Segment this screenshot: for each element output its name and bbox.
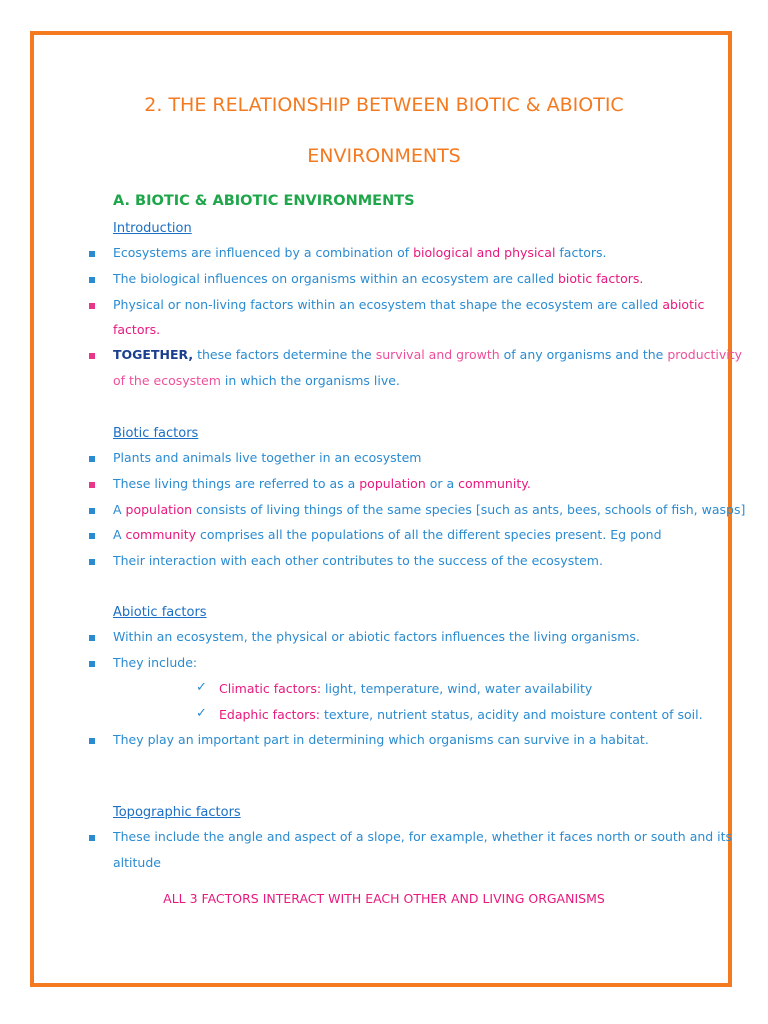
abiotic-bullet-3: They play an important part in determining which organisms can survive in a habitat.	[113, 732, 649, 747]
checkmark-icon: ✓	[196, 706, 207, 721]
page-title-line-2: ENVIRONMENTS	[307, 145, 461, 167]
intro-bullet-3-line-1: Physical or non-living factors within an ecosystem that shape the ecosystem are called abiotic	[113, 297, 705, 312]
closing-statement: ALL 3 FACTORS INTERACT WITH EACH OTHER AND LIVING ORGANISMS	[163, 891, 605, 906]
bullet-marker	[89, 559, 95, 565]
topographic-factors-heading: Topographic factors	[113, 805, 241, 820]
section-heading-a: A. BIOTIC & ABIOTIC ENVIRONMENTS	[113, 193, 415, 209]
bullet-marker	[89, 303, 95, 309]
bullet-marker	[89, 835, 95, 841]
bullet-marker	[89, 738, 95, 744]
intro-bullet-2: The biological influences on organisms within an ecosystem are called biotic factors.	[113, 271, 644, 286]
checkmark-icon: ✓	[196, 680, 207, 695]
bullet-marker	[89, 456, 95, 462]
biotic-bullet-5: Their interaction with each other contributes to the success of the ecosystem.	[113, 553, 603, 568]
page-title-line-1: 2. THE RELATIONSHIP BETWEEN BIOTIC & ABIOTIC	[144, 94, 624, 116]
abiotic-bullet-2: They include:	[113, 655, 198, 670]
bullet-marker	[89, 251, 95, 257]
biotic-factors-heading: Biotic factors	[113, 426, 199, 441]
topographic-bullet-line-1: These include the angle and aspect of a slope, for example, whether it faces north or south and its	[113, 829, 733, 844]
biotic-bullet-1: Plants and animals live together in an ecosystem	[113, 450, 422, 465]
biotic-bullet-3: A population consists of living things of the same species [such as ants, bees, schools of fish, wasps]	[113, 502, 746, 517]
intro-bullet-4-line-2: of the ecosystem in which the organisms live.	[113, 373, 400, 388]
biotic-bullet-2: These living things are referred to as a population or a community.	[113, 476, 531, 491]
introduction-heading: Introduction	[113, 221, 192, 236]
topographic-bullet-line-2: altitude	[113, 855, 161, 870]
intro-bullet-4-line-1: TOGETHER, these factors determine the survival and growth of any organisms and the productivity	[113, 347, 743, 362]
intro-bullet-1: Ecosystems are influenced by a combination of biological and physical factors.	[113, 245, 607, 260]
abiotic-factors-heading: Abiotic factors	[113, 605, 207, 620]
biotic-bullet-4: A community comprises all the populations of all the different species present. Eg pond	[113, 527, 662, 542]
intro-bullet-3-line-2: factors.	[113, 322, 161, 337]
bullet-marker	[89, 661, 95, 667]
bullet-marker	[89, 635, 95, 641]
abiotic-bullet-1: Within an ecosystem, the physical or abiotic factors influences the living organisms.	[113, 629, 640, 644]
bullet-marker	[89, 533, 95, 539]
bullet-marker	[89, 353, 95, 359]
bullet-marker	[89, 277, 95, 283]
abiotic-sub-item-edaphic: Edaphic factors: texture, nutrient status, acidity and moisture content of soil.	[219, 707, 703, 722]
abiotic-sub-item-climatic: Climatic factors: light, temperature, wind, water availability	[219, 681, 593, 696]
bullet-marker	[89, 482, 95, 488]
bullet-marker	[89, 508, 95, 514]
